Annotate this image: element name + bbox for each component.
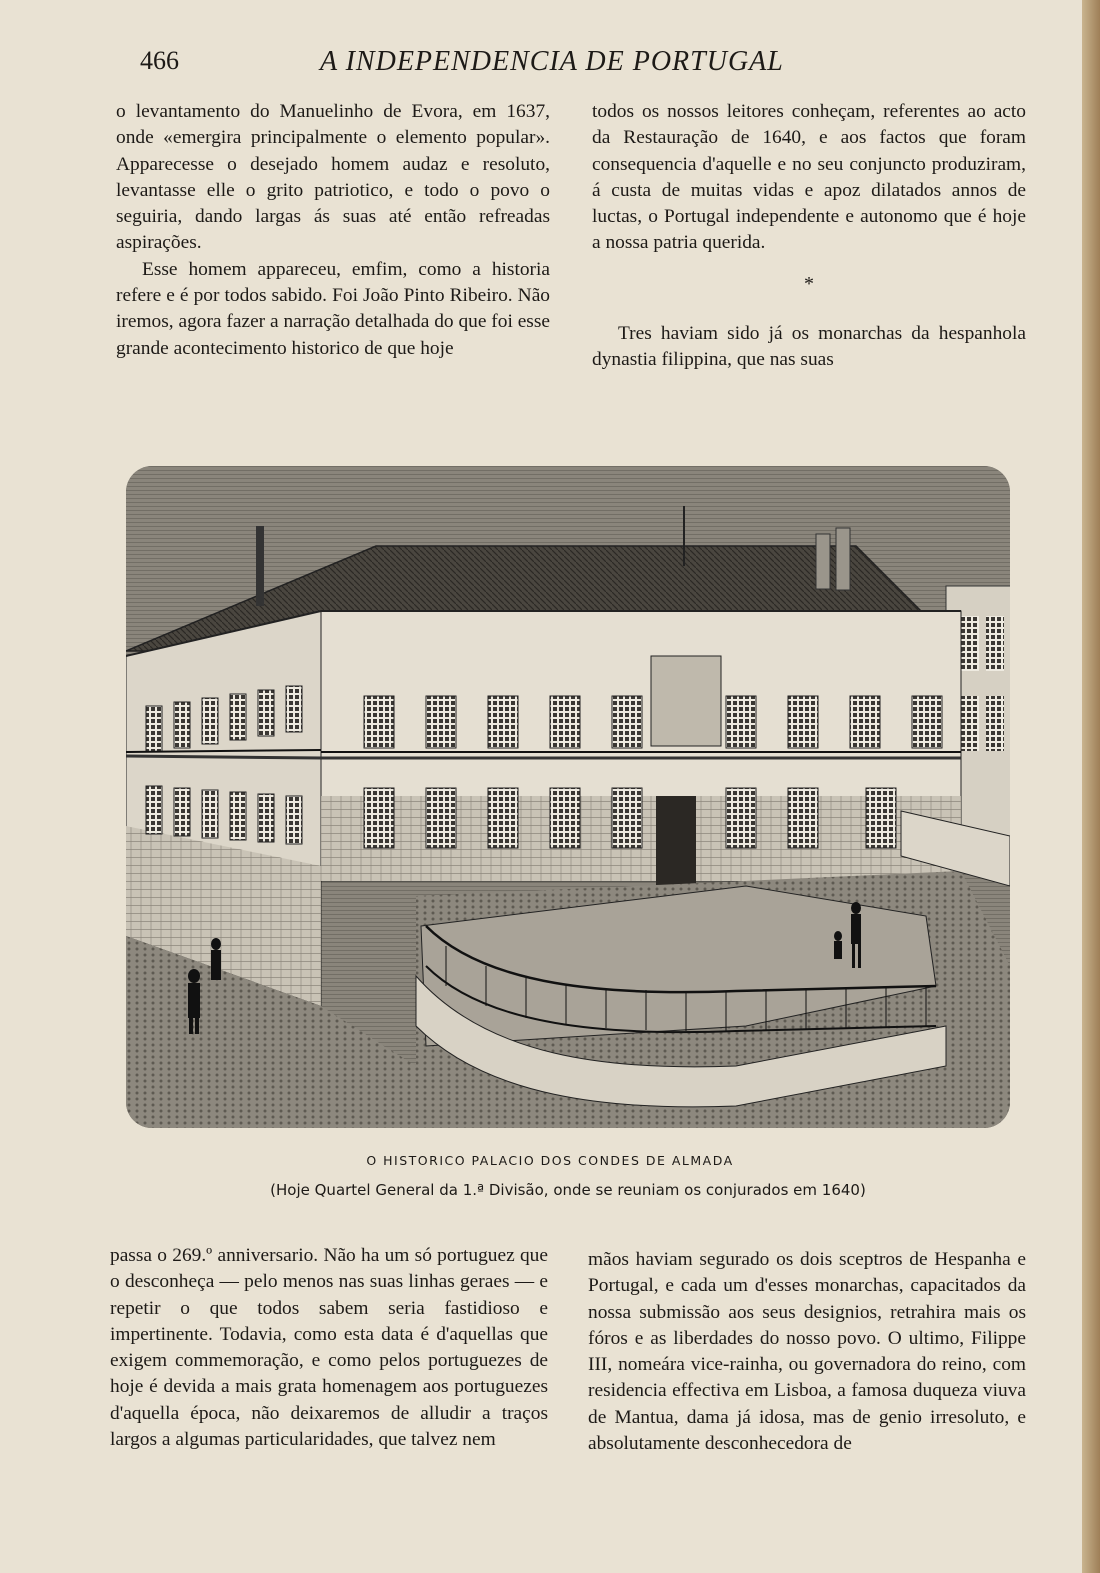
paragraph: o levantamento do Manuelinho de Evora, em 1637, onde «emergira principalmente o elemento popular». Apparecesse o desejado homem audaz e resoluto, levantasse elle o grito patriotico, e todo o povo o seguiria, dando largas ás suas até então refreadas aspirações. xyxy=(116,101,550,254)
section-separator: * xyxy=(804,272,814,295)
page-edge xyxy=(1082,0,1100,1573)
column-bottom-right xyxy=(588,1247,1026,1457)
running-title: A INDEPENDENCIA DE PORTUGAL xyxy=(320,46,784,77)
paragraph: mãos haviam segurado os dois sceptros de Hespanha e Portugal, e cada um d'esses monarchas, capacitados da nossa submissão aos seus designios, retrahira mais os fóros e as liberdades do nosso povo. O ultimo, Filippe III, nomeára vice-rainha, ou governadora do reino, com residencia effectiva em Lisboa, a famosa duqueza viuva de Mantua, dama já idosa, mas de genio irresoluto, e absolutamente desconhecedora de xyxy=(588,1249,1026,1455)
page-number: 466 xyxy=(140,46,179,75)
paragraph: Esse homem appareceu, emfim, como a historia refere e é por todos sabido. Foi João Pinto Ribeiro. Não iremos, agora fazer a narração detalhada do que foi esse grande acontecimento historico de que hoje xyxy=(116,258,550,359)
figure-caption-title: O HISTORICO PALACIO DOS CONDES DE ALMADA xyxy=(366,1153,734,1168)
column-bottom-left xyxy=(110,1243,548,1453)
column-top-left xyxy=(116,99,550,362)
engraving-palace-illustration xyxy=(126,466,1010,1128)
column-top-right xyxy=(592,99,1026,374)
paragraph: todos os nossos leitores conheçam, referentes ao acto da Restauração de 1640, e aos factos que foram consequencia d'aquelle e no seu conjuncto produziram, á custa de muitas vidas e apoz dilatados annos de luctas, o Portugal independente e autonomo que é hoje a nossa patria querida. xyxy=(592,101,1026,254)
page-header xyxy=(140,46,830,86)
paragraph: Tres haviam sido já os monarchas da hespanhola dynastia filippina, que nas suas xyxy=(592,323,1026,371)
figure-caption-subtitle: (Hoje Quartel General da 1.ª Divisão, onde se reuniam os conjurados em 1640) xyxy=(270,1181,866,1199)
paragraph: passa o 269.º anniversario. Não ha um só portuguez que o desconheça — pelo menos nas suas linhas geraes — e repetir o que todos sabem seria fastidioso e impertinente. Todavia, como esta data é d'aquellas que exigem commemoração, e como pelos portuguezes de hoje é devida a mais grata homenagem aos portuguezes d'aquella época, não deixaremos de alludir a traços largos a algumas particularidades, que talvez nem xyxy=(110,1245,548,1451)
